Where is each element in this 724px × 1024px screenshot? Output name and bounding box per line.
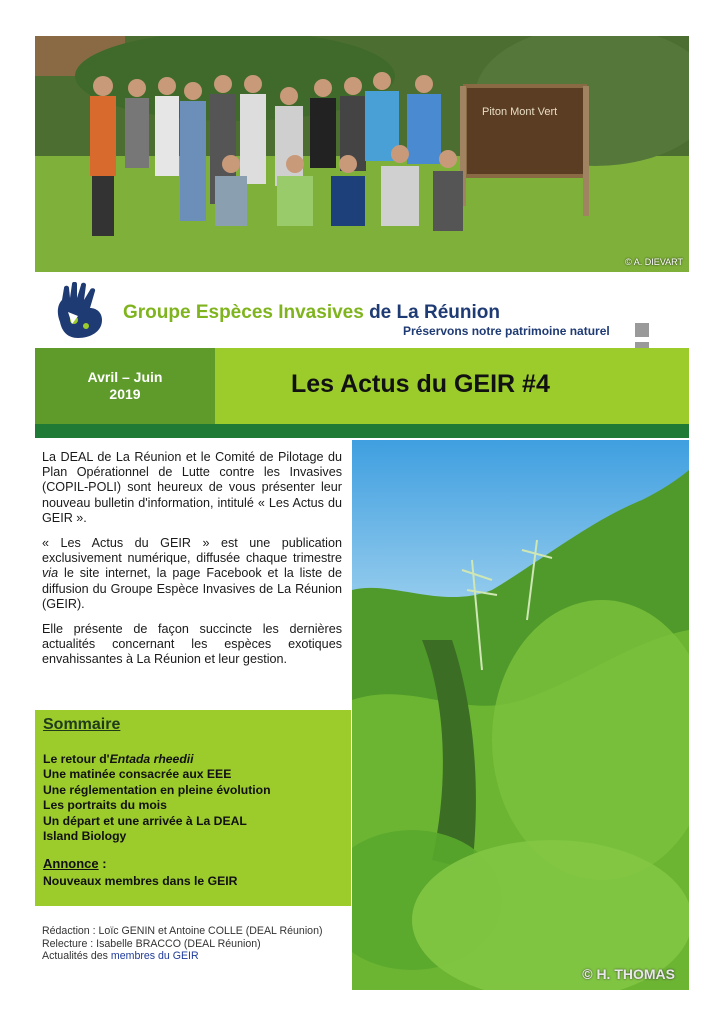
announcement-title (43, 856, 107, 871)
logo-title-dark: de La Réunion (369, 302, 500, 323)
date-box (35, 348, 215, 424)
date-year: 2019 (109, 386, 141, 402)
summary-item[interactable]: Les portraits du mois (43, 798, 167, 813)
credit-actualites (42, 950, 342, 963)
date-period: Avril – Juin (87, 369, 163, 385)
credit-actualites-prefix: Actualités des (42, 950, 111, 963)
credits (42, 925, 342, 963)
credit-redaction: Rédaction : Loïc GENIN et Antoine COLLE (DEAL Réunion) (42, 925, 323, 937)
announcement-label: Annonce (43, 856, 99, 871)
summary-title: Sommaire (43, 716, 121, 733)
summary-list (43, 752, 271, 844)
rss-icon[interactable] (635, 323, 649, 337)
photo-credit-side: © H. THOMAS (582, 966, 675, 982)
intro-paragraph-3: Elle présente de façon succincte les dernières actualités concernant les espèces exotiques envahissantes à La Réunion et leur gestion. (42, 622, 342, 667)
summary-box (35, 710, 351, 906)
divider-bar (35, 424, 689, 438)
credit-relecture: Relecture : Isabelle BRACCO (DEAL Réunion) (42, 937, 261, 950)
intro-p2-part-b: le site internet, la page Facebook et la liste de diffusion du Groupe Espèce Invasives de La Réunion (GEIR). (42, 566, 342, 611)
photo-credit-top: © A. DIEVART (625, 257, 683, 267)
side-photo (352, 440, 689, 990)
summary-item[interactable]: Une réglementation en pleine évolution (43, 782, 271, 797)
intro-text (42, 450, 342, 678)
hero-photo (35, 36, 689, 272)
social-icons (635, 323, 669, 337)
summary-item[interactable]: Un départ et une arrivée à La DEAL (43, 813, 247, 828)
summary-item[interactable] (43, 752, 271, 767)
page-title: Les Actus du GEIR #4 (291, 370, 550, 398)
logo-title-green: Groupe Espèces Invasives (123, 302, 370, 323)
members-link[interactable]: membres du GEIR (110, 950, 199, 963)
hand-logo-icon (50, 282, 108, 340)
intro-p2-part-a: « Les Actus du GEIR » est une publication exclusivement numérique, diffusée chaque trimestre (42, 536, 342, 566)
announcement-colon: : (98, 856, 107, 871)
logo-title (123, 302, 500, 324)
summary-item-1-species: Entada rheedii (109, 752, 194, 766)
intro-p2-via: via (42, 566, 59, 581)
summary-item-1-prefix: Le retour d' (43, 752, 110, 766)
announcement-item[interactable]: Nouveaux membres dans le GEIR (43, 874, 238, 888)
vegetation-photo-illustration (352, 440, 689, 990)
intro-paragraph-2 (42, 536, 342, 612)
summary-item[interactable]: Une matinée consacrée aux EEE (43, 767, 232, 782)
title-band (35, 348, 689, 424)
logo-band (35, 278, 689, 344)
summary-item[interactable]: Island Biology (43, 829, 127, 844)
intro-paragraph-1: La DEAL de La Réunion et le Comité de Pilotage du Plan Opérationnel de Lutte contre les Invasives (COPIL-POLI) sont heureux de vous présenter leur nouveau bulletin d'information, intitulé « Les Actus du GEIR ». (42, 450, 342, 525)
sign-text: Piton Mont Vert (482, 106, 558, 118)
logo-tagline: Préservons notre patrimoine naturel (403, 324, 610, 338)
group-photo-illustration (35, 36, 689, 272)
